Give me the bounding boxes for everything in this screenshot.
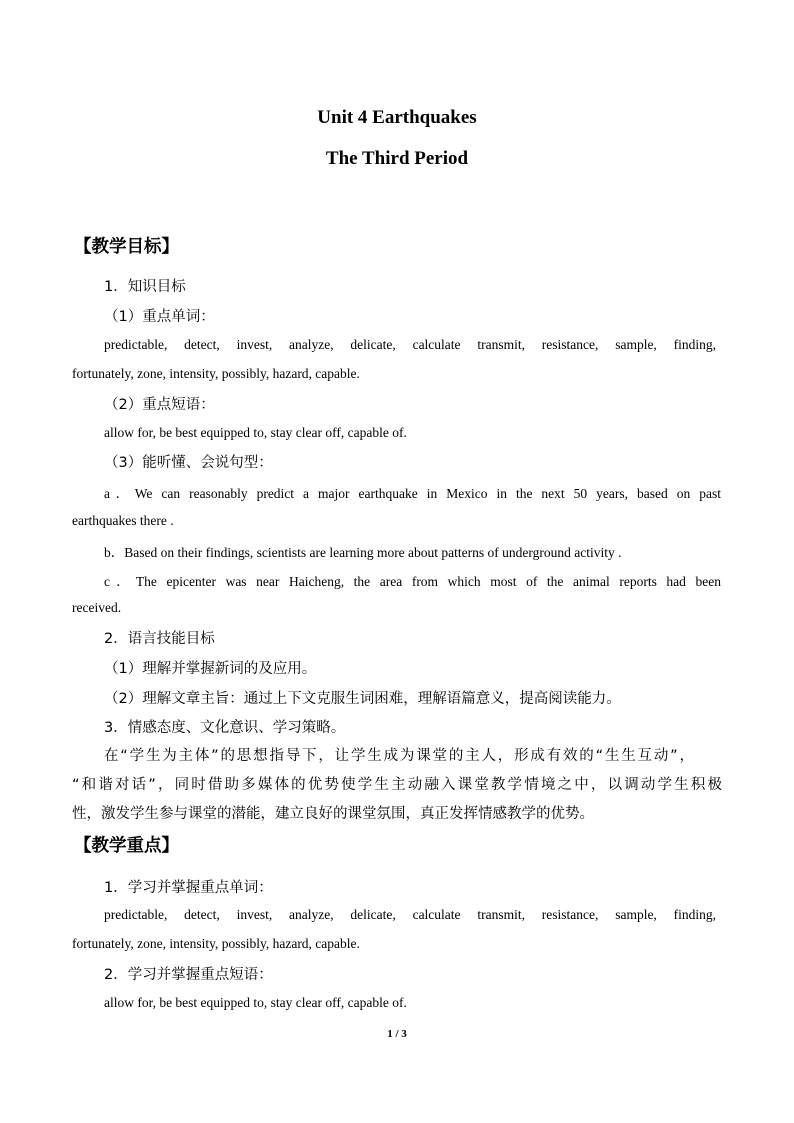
key-words-line-1: predictable, detect, invest, analyze, delicate, calculate transmit, resistance, sample, finding, <box>104 337 716 352</box>
key-phrases: allow for, be best equipped to, stay clear off, capable of. <box>104 425 407 440</box>
focus-item-1: 1．学习并掌握重点单词： <box>104 880 273 896</box>
focus-phrases: allow for, be best equipped to, stay clear off, capable of. <box>104 995 407 1010</box>
skill-item-2: （2）理解文章主旨：通过上下文克服生词困难，理解语篇意义，提高阅读能力。 <box>104 691 621 707</box>
emotion-paragraph-line-3: 性，激发学生参与课堂的潜能，建立良好的课堂氛围，真正发挥情感教学的优势。 <box>72 806 594 822</box>
objectives-heading: 【教学目标】 <box>74 237 179 257</box>
skill-goal: 2．语言技能目标 <box>104 631 215 647</box>
emotion-paragraph-line-1: 在“学生为主体”的思想指导下，让学生成为课堂的主人，形成有效的“生生互动”， <box>104 748 694 764</box>
sentence-c-line-1: c．The epicenter was near Haicheng, the area from which most of the animal reports had been <box>104 574 721 589</box>
sentence-b: b．Based on their findings, scientists are learning more about patterns of underground activity . <box>104 545 622 560</box>
emotion-goal: 3．情感态度、文化意识、学习策略。 <box>104 720 346 736</box>
emotion-paragraph-line-2: “和谐对话”，同时借助多媒体的优势使学生主动融入课堂教学情境之中，以调动学生积极 <box>72 777 722 793</box>
key-phrases-label: （2）重点短语： <box>104 397 215 413</box>
focus-heading: 【教学重点】 <box>74 836 179 856</box>
knowledge-goal: 1．知识目标 <box>104 279 186 295</box>
skill-item-1: （1）理解并掌握新词的及应用。 <box>104 661 317 677</box>
page-number: 1 / 3 <box>387 1028 407 1040</box>
sentence-a-line-2: earthquakes there . <box>72 513 174 528</box>
focus-words-line-1: predictable, detect, invest, analyze, delicate, calculate transmit, resistance, sample, finding, <box>104 907 716 922</box>
key-words-label: （1）重点单词： <box>104 309 215 325</box>
focus-words-line-2: fortunately, zone, intensity, possibly, hazard, capable. <box>72 936 360 951</box>
key-words-line-2: fortunately, zone, intensity, possibly, hazard, capable. <box>72 366 360 381</box>
document-subtitle: The Third Period <box>325 148 469 169</box>
sentence-c-line-2: received. <box>72 600 122 615</box>
sentences-label: （3）能听懂、会说句型： <box>104 455 273 471</box>
sentence-a-line-1: a．We can reasonably predict a major earthquake in Mexico in the next 50 years, based on past <box>104 486 721 501</box>
document-title: Unit 4 Earthquakes <box>317 107 477 128</box>
focus-item-2: 2．学习并掌握重点短语： <box>104 967 273 983</box>
